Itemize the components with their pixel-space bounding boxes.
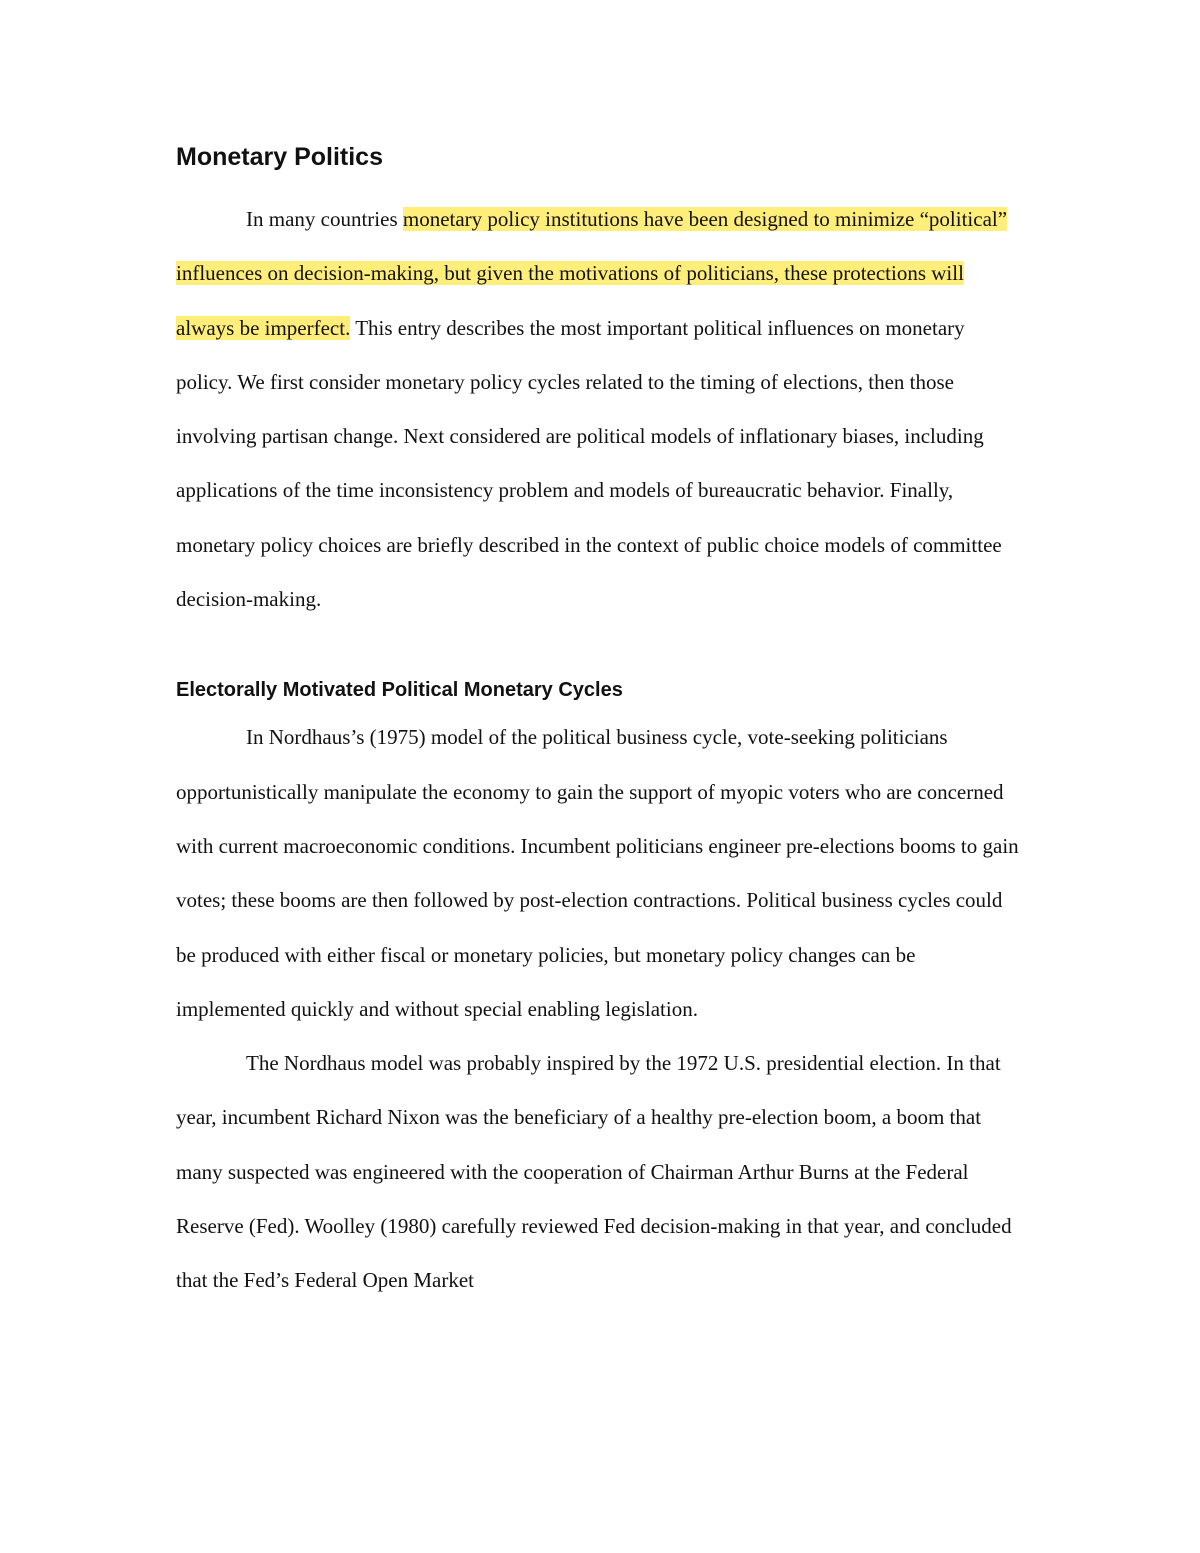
intro-rest-text: This entry describes the most important political influences on monetary policy. We first consider monetary policy cycles related to the timing of elections, then those involving partisan change. Next considered are political models of inflationary biases, including applications of the time inconsistency problem and models of bureaucratic behavior. Finally, monetary policy choices are briefly described in the context of public choice models of committee decision-making.: [176, 315, 1002, 612]
intro-paragraph: [176, 192, 1026, 626]
highlighted-text: monetary policy institutions have been designed to minimize “political” influences on decision-making, but given the motivations of politicians, these protections will always be imperfect.: [176, 207, 1008, 340]
section-heading: Electorally Motivated Political Monetary Cycles: [176, 679, 623, 702]
body-paragraph-2: The Nordhaus model was probably inspired by the 1972 U.S. presidential election. In that year, incumbent Richard Nixon was the beneficiary of a healthy pre-election boom, a boom that many suspected was engineered with the cooperation of Chairman Arthur Burns at the Federal Reserve (Fed). Woolley (1980) carefully reviewed Fed decision-making in that year, and concluded that the Fed’s Federal Open Market: [176, 1051, 1012, 1293]
document-title: Monetary Politics: [176, 143, 383, 171]
intro-lead-text: In many countries: [246, 207, 403, 231]
document-page: [176, 134, 1026, 1308]
body-paragraph-1: In Nordhaus’s (1975) model of the political business cycle, vote-seeking politicians opportunistically manipulate the economy to gain the support of myopic voters who are concerned with current macroeconomic conditions. Incumbent politicians engineer pre-elections booms to gain votes; these booms are then followed by post-election contractions. Political business cycles could be produced with either fiscal or monetary policies, but monetary policy changes can be implemented quickly and without special enabling legislation.: [176, 725, 1019, 1021]
